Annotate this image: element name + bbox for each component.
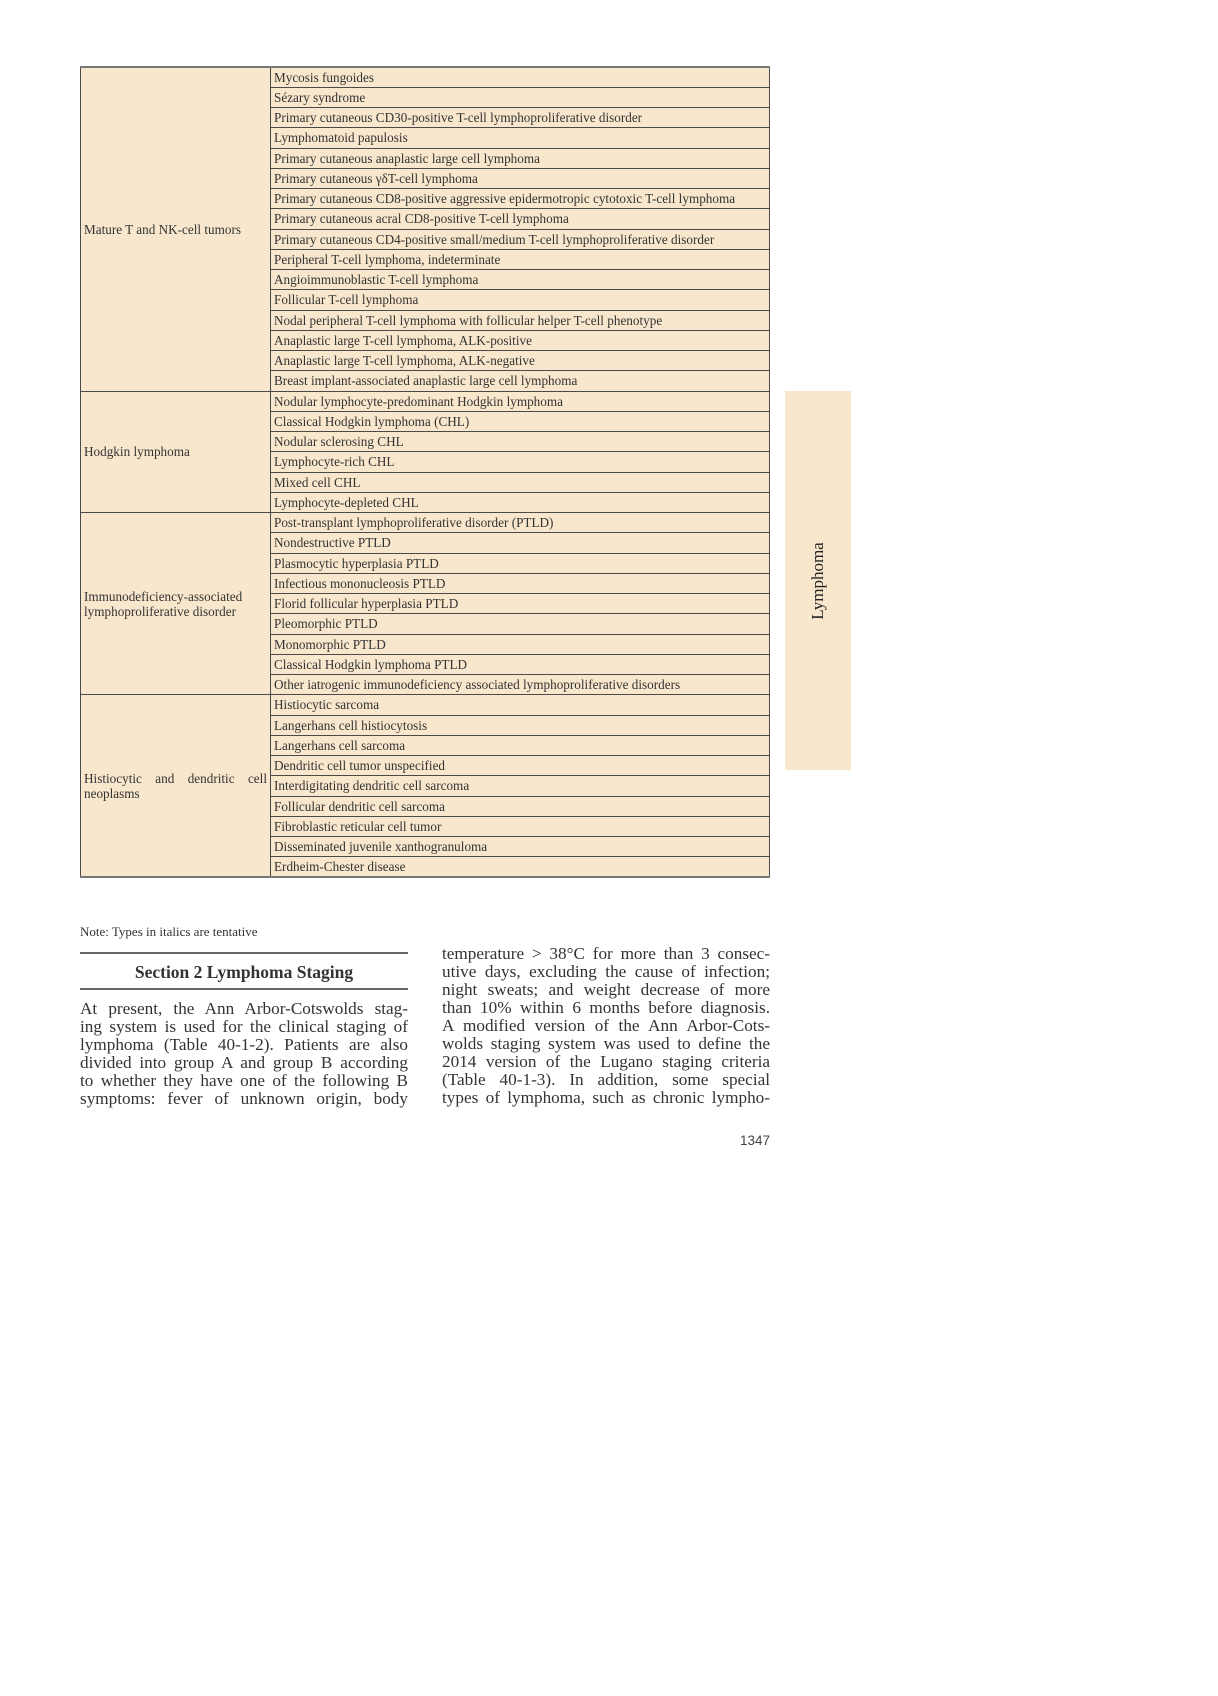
tumor-type-cell: Lymphomatoid papulosis	[271, 128, 770, 148]
tumor-type-cell: Nodular sclerosing CHL	[271, 432, 770, 452]
tumor-type-cell: Follicular dendritic cell sarcoma	[271, 796, 770, 816]
text-line: temperature > 38°C for more than 3 consec-	[442, 944, 770, 963]
group-name-cell: Mature T and NK-cell tumors	[81, 67, 271, 391]
table-row	[81, 695, 770, 715]
tumor-type-cell: Follicular T-cell lymphoma	[271, 290, 770, 310]
chapter-side-tab	[785, 391, 851, 770]
tumor-type-cell: Florid follicular hyperplasia PTLD	[271, 594, 770, 614]
tumor-type-cell: Classical Hodgkin lymphoma PTLD	[271, 654, 770, 674]
text-line: A modified version of the Ann Arbor-Cots-	[442, 1016, 770, 1035]
tumor-type-cell: Primary cutaneous γδT-cell lymphoma	[271, 168, 770, 188]
section-rule-top	[80, 952, 408, 954]
text-line: night sweats; and weight decrease of more	[442, 980, 770, 999]
tumor-type-cell: Other iatrogenic immunodeficiency associated lymphoproliferative disorders	[271, 675, 770, 695]
text-line: than 10% within 6 months before diagnosis.	[442, 998, 770, 1017]
text-line: to whether they have one of the following B	[80, 1071, 408, 1090]
text-line: 2014 version of the Lugano staging criteria	[442, 1052, 770, 1071]
table-row	[81, 513, 770, 533]
text-line: divided into group A and group B according	[80, 1053, 408, 1072]
tumor-type-cell: Breast implant-associated anaplastic large cell lymphoma	[271, 371, 770, 391]
tumor-type-cell: Fibroblastic reticular cell tumor	[271, 816, 770, 836]
lymphoma-classification-table	[80, 66, 770, 878]
text-line: symptoms: fever of unknown origin, body	[80, 1089, 408, 1108]
tumor-type-cell: Disseminated juvenile xanthogranuloma	[271, 837, 770, 857]
text-line: utive days, excluding the cause of infection;	[442, 962, 770, 981]
tumor-type-cell: Anaplastic large T-cell lymphoma, ALK-positive	[271, 330, 770, 350]
tumor-type-cell: Nodal peripheral T-cell lymphoma with follicular helper T-cell phenotype	[271, 310, 770, 330]
tumor-type-cell: Dendritic cell tumor unspecified	[271, 756, 770, 776]
tumor-type-cell: Mixed cell CHL	[271, 472, 770, 492]
classification-table-container	[80, 66, 770, 878]
tumor-type-cell: Histiocytic sarcoma	[271, 695, 770, 715]
tumor-type-cell: Primary cutaneous CD4-positive small/medium T-cell lymphoproliferative disorder	[271, 229, 770, 249]
page-number: 1347	[739, 1133, 770, 1148]
tumor-type-cell: Primary cutaneous acral CD8-positive T-cell lymphoma	[271, 209, 770, 229]
tumor-type-cell: Erdheim-Chester disease	[271, 857, 770, 877]
body-text-left-column	[80, 1000, 408, 1108]
tumor-type-cell: Monomorphic PTLD	[271, 634, 770, 654]
tumor-type-cell: Primary cutaneous anaplastic large cell lymphoma	[271, 148, 770, 168]
text-line: (Table 40-1-3). In addition, some special	[442, 1070, 770, 1089]
tumor-type-cell: Sézary syndrome	[271, 87, 770, 107]
text-line: At present, the Ann Arbor-Cotswolds stag-	[80, 999, 408, 1018]
tumor-type-cell: Lymphocyte-depleted CHL	[271, 492, 770, 512]
tumor-type-cell: Primary cutaneous CD30-positive T-cell lymphoproliferative disorder	[271, 108, 770, 128]
group-name-cell: Histiocytic and dendritic cell neoplasms	[81, 695, 271, 877]
text-line: wolds staging system was used to define the	[442, 1034, 770, 1053]
table-body	[81, 67, 770, 877]
text-line: lymphoma (Table 40-1-2). Patients are also	[80, 1035, 408, 1054]
side-tab-label: Lymphoma	[808, 541, 827, 620]
tumor-type-cell: Interdigitating dendritic cell sarcoma	[271, 776, 770, 796]
table-row	[81, 391, 770, 411]
tumor-type-cell: Anaplastic large T-cell lymphoma, ALK-negative	[271, 351, 770, 371]
tumor-type-cell: Plasmocytic hyperplasia PTLD	[271, 553, 770, 573]
tumor-type-cell: Lymphocyte-rich CHL	[271, 452, 770, 472]
tumor-type-cell: Nodular lymphocyte-predominant Hodgkin lymphoma	[271, 391, 770, 411]
table-note: Note: Types in italics are tentative	[80, 924, 258, 939]
group-name-cell: Hodgkin lymphoma	[81, 391, 271, 513]
text-line: types of lymphoma, such as chronic lympho-	[442, 1088, 770, 1107]
tumor-type-cell: Langerhans cell sarcoma	[271, 735, 770, 755]
section-title: Section 2 Lymphoma Staging	[134, 962, 354, 982]
body-text-right-column	[442, 945, 770, 1107]
group-name-cell: Immunodeficiency-associated lymphoproliferative disorder	[81, 513, 271, 695]
tumor-type-cell: Post-transplant lymphoproliferative disorder (PTLD)	[271, 513, 770, 533]
tumor-type-cell: Classical Hodgkin lymphoma (CHL)	[271, 411, 770, 431]
tumor-type-cell: Pleomorphic PTLD	[271, 614, 770, 634]
tumor-type-cell: Infectious mononucleosis PTLD	[271, 573, 770, 593]
tumor-type-cell: Peripheral T-cell lymphoma, indeterminate	[271, 249, 770, 269]
tumor-type-cell: Nondestructive PTLD	[271, 533, 770, 553]
tumor-type-cell: Mycosis fungoides	[271, 67, 770, 87]
text-line: ing system is used for the clinical staging of	[80, 1017, 408, 1036]
tumor-type-cell: Primary cutaneous CD8-positive aggressive epidermotropic cytotoxic T-cell lymphoma	[271, 189, 770, 209]
section-rule-bottom	[80, 988, 408, 990]
tumor-type-cell: Langerhans cell histiocytosis	[271, 715, 770, 735]
tumor-type-cell: Angioimmunoblastic T-cell lymphoma	[271, 270, 770, 290]
table-row	[81, 67, 770, 87]
